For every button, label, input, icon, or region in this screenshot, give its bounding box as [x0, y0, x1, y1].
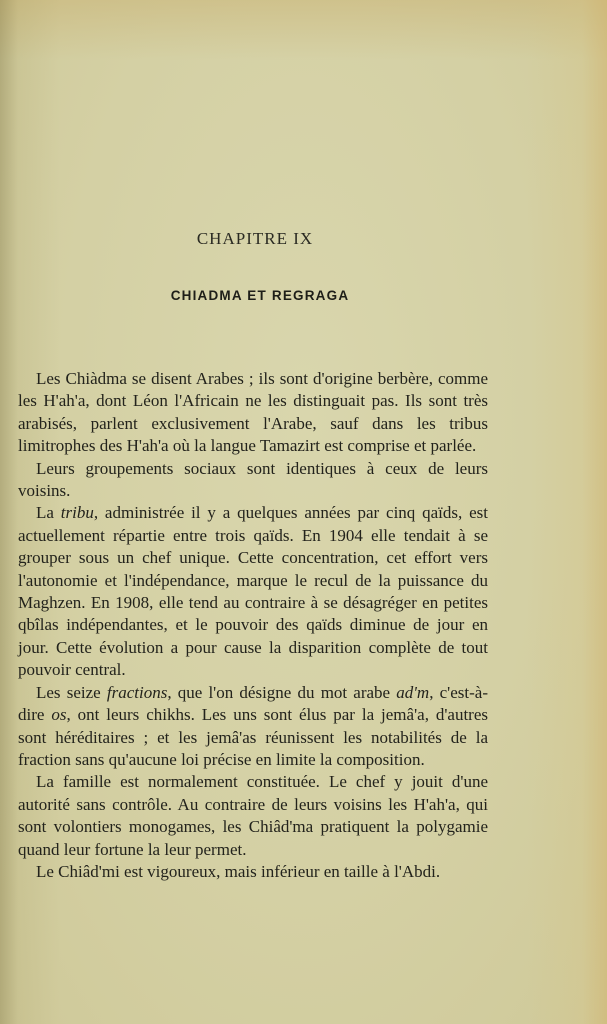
text-run: Leurs groupements sociaux sont identiques à ceux de leurs voisins.: [18, 458, 488, 501]
paragraph: [18, 771, 488, 861]
chapter-label: [0, 229, 600, 249]
text-run: , c'est-à-dire: [18, 682, 488, 725]
text-run: , ont leurs chikhs. Les uns sont élus par la jemâ'a, d'autres sont héréditaires ; et les jemâ'as réunissent les notabilités de la fraction sans qu'aucune loi précise en limite la composition.: [18, 705, 488, 769]
text-run: Le Chiâd'mi est vigoureux, mais inférieur en taille à l'Abdi.: [36, 861, 441, 881]
paragraph: [18, 861, 488, 883]
paragraph: [18, 458, 488, 503]
italic-term: fractions: [106, 682, 168, 702]
body-text: [18, 368, 488, 883]
italic-term: ad'm: [396, 682, 430, 702]
text-run: Les Chiàdma se disent Arabes ; ils sont d'origine berbère, comme les H'ah'a, dont Léon l'Africain ne les distinguait pas. Ils sont très arabisés, parlent exclusivement l'Arabe, sauf dans les tribus limitrophes des H'ah'a où la langue Tamazirt est comprise et parlée.: [18, 369, 488, 456]
text-run: La famille est normalement constituée. Le chef y jouit d'une autorité sans contrôle. Au contraire de leurs voisins les H'ah'a, qui sont volontiers monogames, les Chiâd'ma pratiquent la polygamie quand leur fortune la leur permet.: [18, 772, 488, 859]
text-run: , administrée il y a quelques années par cinq qaïds, est actuellement répartie entre trois qaïds. En 1904 elle tendait à se grouper sous un chef unique. Cette concentration, cet effort vers l'autonomie et l'indépendance, marque le recul de la puissance du Maghzen. En 1908, elle tend au contraire à se désagréger en petites qbîlas indépendantes, et le pouvoir des qaïds diminue de jour en jour. Cette évolution a pour cause la disparition complète de tout pouvoir central.: [18, 503, 488, 680]
italic-term: os: [51, 705, 67, 725]
italic-term: tribu: [60, 503, 94, 523]
paragraph: [18, 502, 488, 681]
text-run: Les seize: [36, 682, 107, 702]
paragraph: [18, 368, 488, 458]
text-run: , que l'on désigne du mot arabe: [167, 682, 397, 702]
chapter-title: CHIADMA ET REGRAGA: [170, 288, 350, 303]
paragraph: [18, 682, 488, 772]
text-run: La: [36, 503, 61, 523]
chapter-number: CHAPITRE IX: [196, 229, 314, 248]
